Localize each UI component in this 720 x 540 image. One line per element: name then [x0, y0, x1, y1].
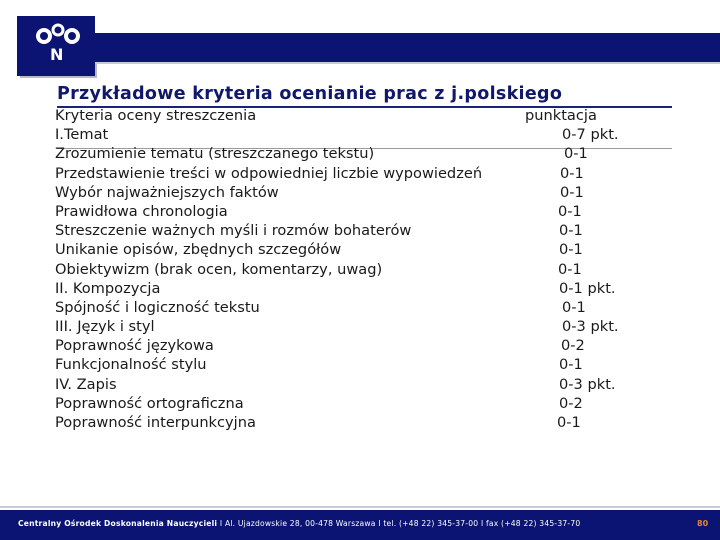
footer-phone: tel. (+48 22) 345-37-00	[383, 519, 479, 528]
footer-address: Al. Ujazdowskie 28, 00-478 Warszawa	[224, 519, 376, 528]
criteria-score: 0-1	[560, 164, 584, 182]
footer-contact	[18, 519, 580, 528]
logo-ring-top	[53, 25, 63, 35]
criteria-label: Poprawność interpunkcyjna	[55, 414, 256, 431]
criteria-row	[55, 221, 655, 240]
criteria-label: Przedstawienie treści w odpowiedniej liczbie wypowiedzeń	[55, 164, 483, 182]
criteria-row	[55, 355, 655, 374]
logo-letter: N	[50, 45, 64, 64]
criteria-row	[55, 240, 655, 259]
footer-separator: I	[480, 519, 484, 528]
criteria-label: III. Język i styl	[55, 318, 155, 336]
criteria-row	[55, 183, 655, 202]
footer-separator: I	[219, 519, 223, 528]
criteria-row	[55, 260, 655, 279]
criteria-label: Obiektywizm (brak ocen, komentarzy, uwag)	[55, 260, 383, 278]
logo-ring-right	[66, 30, 78, 42]
criteria-score: 0-3 pkt.	[562, 318, 619, 336]
criteria-score: 0-1	[558, 260, 582, 278]
criteria-row	[55, 336, 655, 355]
criteria-label: Funkcjonalność stylu	[55, 356, 207, 374]
criteria-score: 0-1	[564, 145, 588, 163]
criteria-label: Wybór najważniejszych faktów	[55, 183, 279, 201]
criteria-row	[55, 144, 655, 163]
criteria-score: 0-2	[561, 337, 585, 355]
slide-title: Przykładowe kryteria ocenianie prac z j.polskiego	[57, 84, 563, 104]
criteria-score: 0-7 pkt.	[562, 126, 619, 144]
criteria-label: Spójność i logiczność tekstu	[55, 298, 260, 316]
footer-rule	[0, 506, 720, 508]
criteria-header-row	[55, 106, 655, 125]
criteria-list	[55, 106, 655, 432]
criteria-row	[55, 413, 655, 432]
footer-separator: I	[378, 519, 381, 528]
criteria-label: Unikanie opisów, zbędnych szczegółów	[55, 241, 342, 259]
criteria-score: 0-1 pkt.	[559, 279, 616, 297]
criteria-label: Streszczenie ważnych myśli i rozmów bohaterów	[55, 222, 412, 240]
criteria-section-row	[55, 279, 655, 298]
criteria-label: Poprawność ortograficzna	[55, 394, 244, 412]
criteria-section-row	[55, 317, 655, 336]
logo-ring-left	[38, 30, 50, 42]
criteria-score: 0-1	[557, 414, 581, 431]
criteria-label: Prawidłowa chronologia	[55, 202, 228, 220]
criteria-score: 0-1	[559, 356, 583, 374]
criteria-score: 0-1	[562, 298, 586, 316]
footer-org: Centralny Ośrodek Doskonalenia Nauczycieli	[18, 519, 218, 528]
criteria-score: 0-1	[559, 241, 583, 259]
criteria-label: Kryteria oceny streszczenia	[55, 107, 257, 124]
criteria-label: II. Kompozycja	[55, 279, 161, 297]
criteria-label: Poprawność językowa	[55, 337, 214, 355]
criteria-row	[55, 394, 655, 413]
criteria-row	[55, 164, 655, 183]
criteria-score: 0-1	[559, 222, 583, 240]
criteria-label: Zrozumienie tematu (streszczanego tekstu)	[55, 145, 375, 163]
criteria-score: 0-3 pkt.	[559, 375, 616, 393]
criteria-section-row	[55, 375, 655, 394]
criteria-label: IV. Zapis	[55, 375, 117, 393]
header-rule	[95, 62, 720, 64]
criteria-score: 0-1	[558, 202, 582, 220]
criteria-score: punktacja	[525, 107, 597, 124]
criteria-score: 0-1	[560, 183, 584, 201]
criteria-row	[55, 125, 655, 144]
footer-fax: fax (+48 22) 345-37-70	[486, 519, 581, 528]
header-band	[95, 33, 720, 62]
page-number: 80	[697, 519, 709, 528]
codn-logo-icon	[28, 22, 84, 68]
criteria-score: 0-2	[559, 394, 583, 412]
criteria-label: I.Temat	[55, 126, 109, 144]
criteria-row	[55, 202, 655, 221]
criteria-row	[55, 298, 655, 317]
